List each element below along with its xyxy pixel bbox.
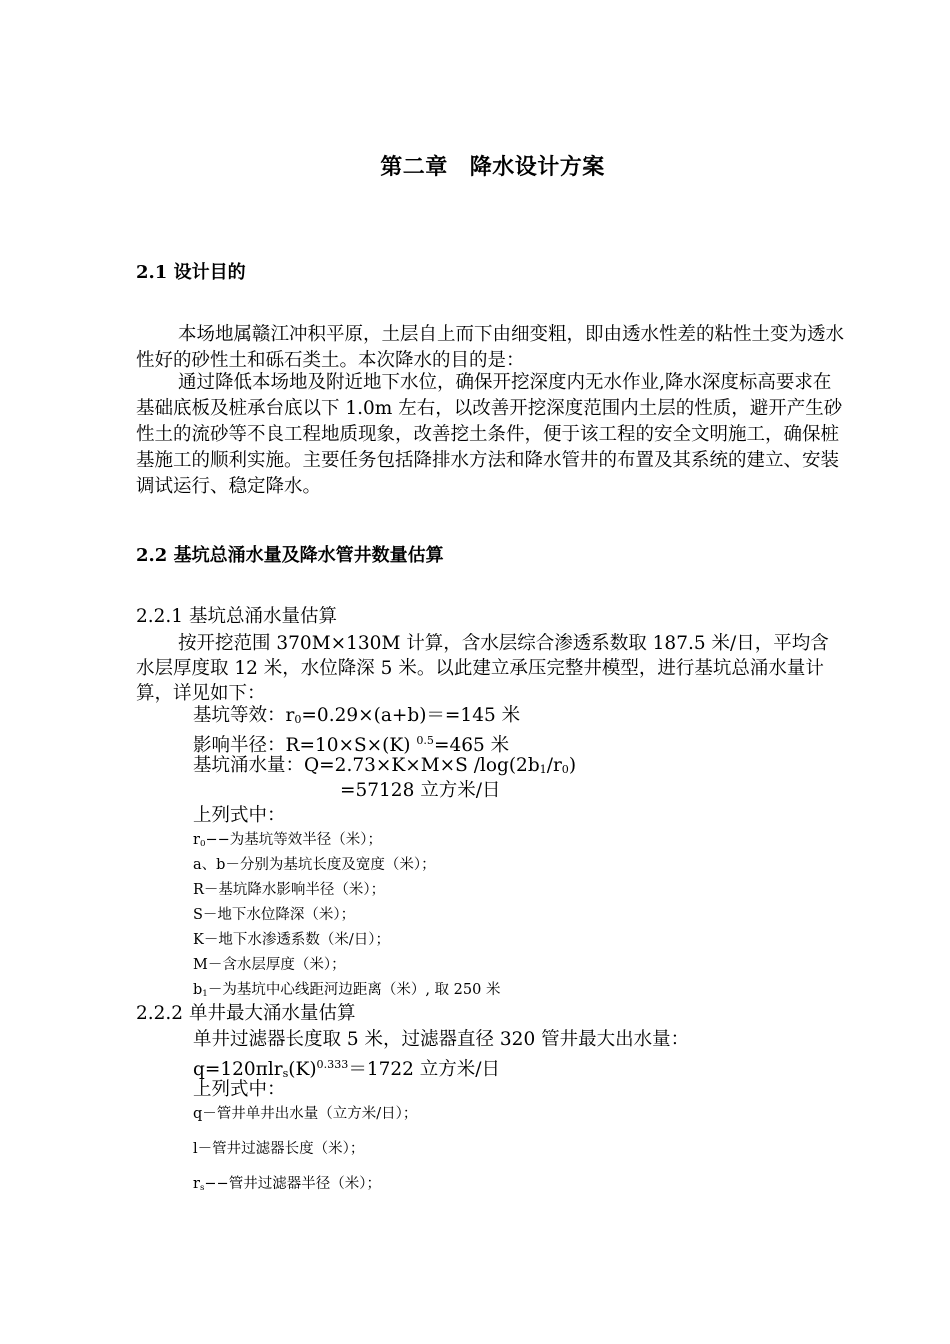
section-2-2-2-heading: 2.2.2 单井最大涌水量估算	[136, 1003, 356, 1024]
definition-K: K－地下水渗透系数（米/日）；	[193, 932, 390, 948]
chapter-number: 第二章	[380, 154, 448, 180]
chapter-title	[0, 150, 950, 181]
where-label-1: 上列式中：	[193, 805, 286, 826]
section-2-2-1-heading: 2.2.1 基坑总涌水量估算	[136, 606, 337, 627]
definition-M: M－含水层厚度（米）；	[193, 957, 346, 973]
formula-total-inflow: 基坑涌水量：Q=2.73×K×M×S $/\log(2b_1/r_0)$	[193, 755, 577, 776]
where-label-2: 上列式中：	[193, 1079, 286, 1100]
definition-a-b: a、b－分别为基坑长度及宽度（米）；	[193, 857, 436, 873]
definition-l: l－管井过滤器长度（米）；	[193, 1141, 365, 1157]
definition-r0: $r_0--$为基坑等效半径（米）；	[193, 832, 383, 849]
formula-equivalent-radius: 基坑等效：$r_0=0.29\times(a+b)==145$ 米	[193, 705, 521, 726]
definition-b1: $b_1-$为基坑中心线距河边距离（米）, 取 250 米	[193, 982, 501, 999]
definition-R: R－基坑降水影响半径（米）；	[193, 882, 386, 898]
section-2-1-paragraph-2: 通过降低本场地及附近地下水位，确保开挖深度内无水作业,降水深度标高要求在基础底板及桩承台底以下 1.0m 左右，以改善开挖深度范围内土层的性质，避开产生砂性土的流砂等不良工程地质现象，改善挖土条件，便于该工程的安全文明施工，确保桩基施工的顺利实施。主要任务包括降排水方法和降水管井的布置及其系统的建立、安装调试运行、稳定降水。	[136, 372, 843, 497]
formula-single-well: $q=120\pi lr_s(K)^{0.333}=1722$ 立方米/日	[193, 1058, 501, 1080]
formula-influence-radius: 影响半径：R=10×S×(K) $^{0.5}$=465 米	[193, 734, 510, 756]
definition-rs: $r_s--$管井过滤器半径（米）；	[193, 1176, 381, 1193]
section-2-2-2-paragraph: 单井过滤器长度取 5 米，过滤器直径 320 管井最大出水量：	[193, 1029, 690, 1050]
section-2-2-heading: 2.2 基坑总涌水量及降水管井数量估算	[136, 545, 444, 566]
section-2-2-1-paragraph: 按开挖范围 370M×130M 计算，含水层综合渗透系数取 187.5 米/日，平均含水层厚度取 12 米，水位降深 5 米。以此建立承压完整井模型，进行基坑总涌水量计算，详见如下：	[136, 633, 829, 704]
section-2-1-paragraph-1: 本场地属赣江冲积平原，土层自上而下由细变粗，即由透水性差的粘性土变为透水性好的砂性土和砾石类土。本次降水的目的是：	[136, 324, 845, 371]
definition-q: q－管井单井出水量（立方米/日）；	[193, 1106, 418, 1122]
section-2-1-heading: 2.1 设计目的	[136, 262, 246, 283]
definition-S: S－地下水位降深（米）；	[193, 907, 356, 923]
chapter-name: 降水设计方案	[469, 154, 605, 180]
formula-total-inflow-result: =57128 立方米/日	[340, 780, 501, 801]
